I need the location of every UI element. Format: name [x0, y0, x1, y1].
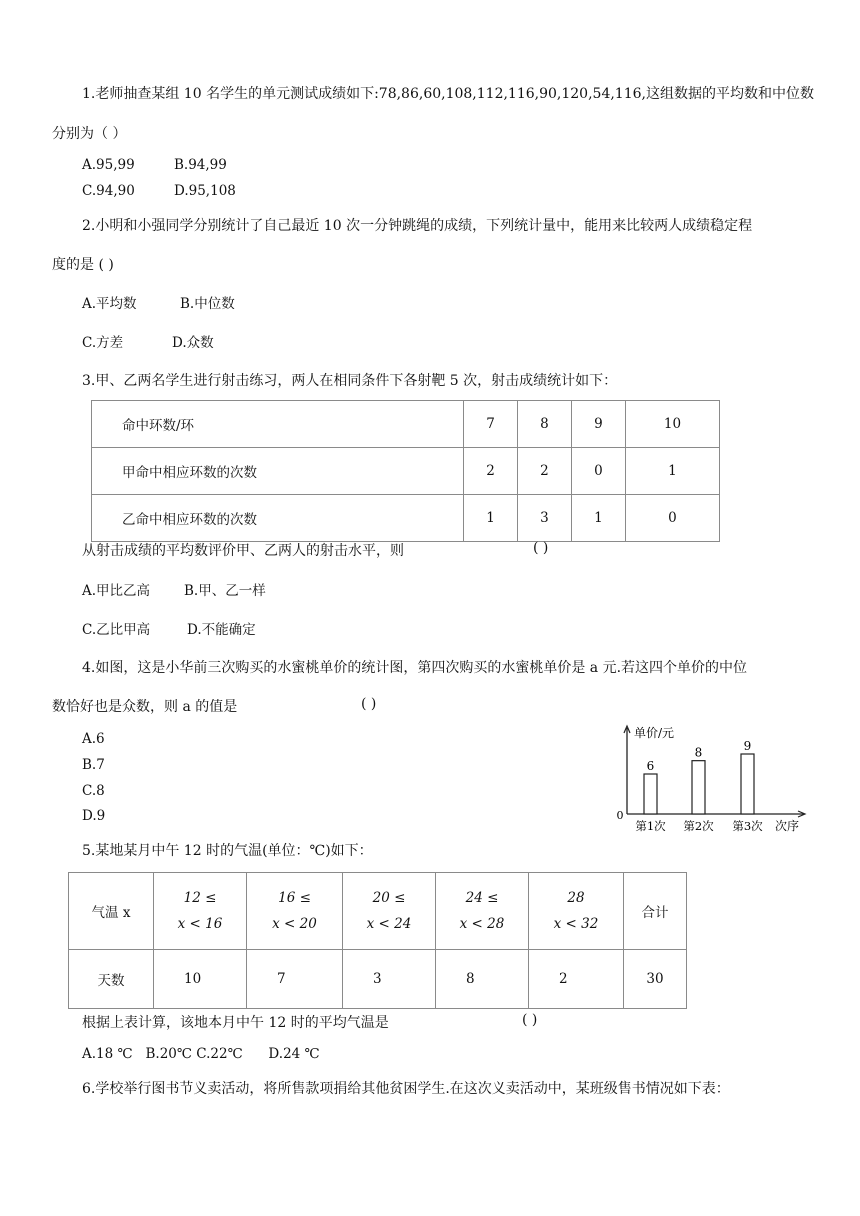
table-cell: 1: [571, 495, 625, 542]
q1-option-c[interactable]: C.94,90: [82, 183, 135, 199]
q4-option-b[interactable]: B.7: [82, 757, 105, 773]
q2-stem-line1: 2.小明和小强同学分别统计了自己最近 10 次一分钟跳绳的成绩，下列统计量中，能用来比较两人成绩稳定程: [82, 218, 753, 234]
q2-option-b[interactable]: B.中位数: [180, 296, 235, 312]
q5-temperature-table: [68, 872, 687, 1009]
q1-option-a[interactable]: A.95,99: [82, 157, 135, 173]
x-axis-label: 次序: [775, 819, 800, 833]
q4-option-a[interactable]: A.6: [82, 731, 105, 747]
table-range-cell: 16 ≤ x < 20: [247, 873, 343, 950]
table-header-cell: 气温 x: [69, 873, 154, 950]
q3-option-c[interactable]: C.乙比甲高: [82, 622, 151, 638]
q3-stem-line1: 3.甲、乙两名学生进行射击练习，两人在相同条件下各射靶 5 次，射击成绩统计如下：: [82, 373, 618, 389]
table-range-cell: 20 ≤ x < 24: [343, 873, 436, 950]
q3-score-table: [91, 400, 720, 542]
q3-answer-paren: ( ): [533, 540, 549, 556]
q2-option-d[interactable]: D.众数: [172, 335, 214, 351]
q1-option-b[interactable]: B.94,99: [174, 157, 227, 173]
x-tick-label: 第2次: [683, 819, 714, 833]
q5-stem-line1: 5.某地某月中午 12 时的气温(单位：℃)如下：: [82, 843, 373, 859]
table-cell: 1: [464, 495, 518, 542]
table-cell: 7: [464, 401, 518, 448]
table-header-cell: 甲命中相应环数的次数: [92, 448, 464, 495]
table-cell: 0: [571, 448, 625, 495]
table-cell: 3: [517, 495, 571, 542]
table-cell: 3: [343, 950, 436, 1009]
q5-options[interactable]: A.18 ℃ B.20℃ C.22℃ D.24 ℃: [82, 1046, 320, 1062]
table-cell: 7: [247, 950, 343, 1009]
q1-stem-line2: 分别为（ ）: [52, 126, 127, 142]
q2-option-a[interactable]: A.平均数: [82, 296, 137, 312]
q4-option-c[interactable]: C.8: [82, 783, 105, 799]
q2-option-c[interactable]: C.方差: [82, 335, 124, 351]
table-header-cell: 命中环数/环: [92, 401, 464, 448]
bar: [741, 754, 754, 814]
y-axis-label: 单价/元: [634, 726, 675, 740]
table-cell: 8: [517, 401, 571, 448]
table-cell: 0: [625, 495, 719, 542]
bar-value-label: 6: [646, 759, 655, 773]
table-row: [69, 873, 687, 950]
q6-stem-line1: 6.学校举行图书节义卖活动，将所售款项捐给其他贫困学生.在这次义卖活动中，某班级售书情况如下表：: [82, 1081, 730, 1097]
table-row: [69, 950, 687, 1009]
x-tick-label: 第3次: [732, 819, 763, 833]
q3-option-b[interactable]: B.甲、乙一样: [184, 583, 266, 599]
q3-option-d[interactable]: D.不能确定: [187, 622, 256, 638]
bar-value-label: 8: [694, 745, 703, 760]
table-range-cell: 28 x < 32: [529, 873, 624, 950]
origin-label: 0: [616, 809, 624, 822]
table-cell: 9: [571, 401, 625, 448]
table-range-cell: 12 ≤ x < 16: [154, 873, 247, 950]
q2-stem-line2: 度的是 ( ): [52, 257, 114, 273]
table-row: [92, 401, 720, 448]
table-range-cell: 24 ≤ x < 28: [436, 873, 529, 950]
q3-option-a[interactable]: A.甲比乙高: [82, 583, 151, 599]
table-header-cell: 合计: [624, 873, 687, 950]
unit-price-bar-chart: [612, 722, 812, 838]
table-row: [92, 495, 720, 542]
table-cell: 30: [624, 950, 687, 1009]
table-cell: 10: [625, 401, 719, 448]
table-cell: 2: [517, 448, 571, 495]
q1-stem-line1: 1.老师抽查某组 10 名学生的单元测试成绩如下:78,86,60,108,112,116,90,120,54,116,这组数据的平均数和中位数: [82, 86, 814, 102]
table-cell: 1: [625, 448, 719, 495]
q4-stem-line1: 4.如图，这是小华前三次购买的水蜜桃单价的统计图，第四次购买的水蜜桃单价是 a 元.若这四个单价的中位: [82, 660, 748, 676]
table-header-cell: 乙命中相应环数的次数: [92, 495, 464, 542]
x-tick-label: 第1次: [635, 819, 666, 833]
q4-option-d[interactable]: D.9: [82, 808, 106, 824]
q5-answer-paren: ( ): [522, 1012, 538, 1028]
table-cell: 8: [436, 950, 529, 1009]
q3-stem-line2: 从射击成绩的平均数评价甲、乙两人的射击水平，则: [82, 543, 404, 559]
bar-value-label: 9: [743, 739, 752, 753]
table-cell: 2: [529, 950, 624, 1009]
table-header-cell: 天数: [69, 950, 154, 1009]
q4-answer-paren: ( ): [361, 696, 377, 712]
table-cell: 2: [464, 448, 518, 495]
q1-option-d[interactable]: D.95,108: [174, 183, 236, 199]
bar: [692, 761, 705, 814]
bar: [644, 774, 657, 814]
q4-stem-line2: 数恰好也是众数，则 a 的值是: [52, 699, 238, 715]
table-cell: 10: [154, 950, 247, 1009]
q5-stem-line2: 根据上表计算，该地本月中午 12 时的平均气温是: [82, 1015, 389, 1031]
table-row: [92, 448, 720, 495]
